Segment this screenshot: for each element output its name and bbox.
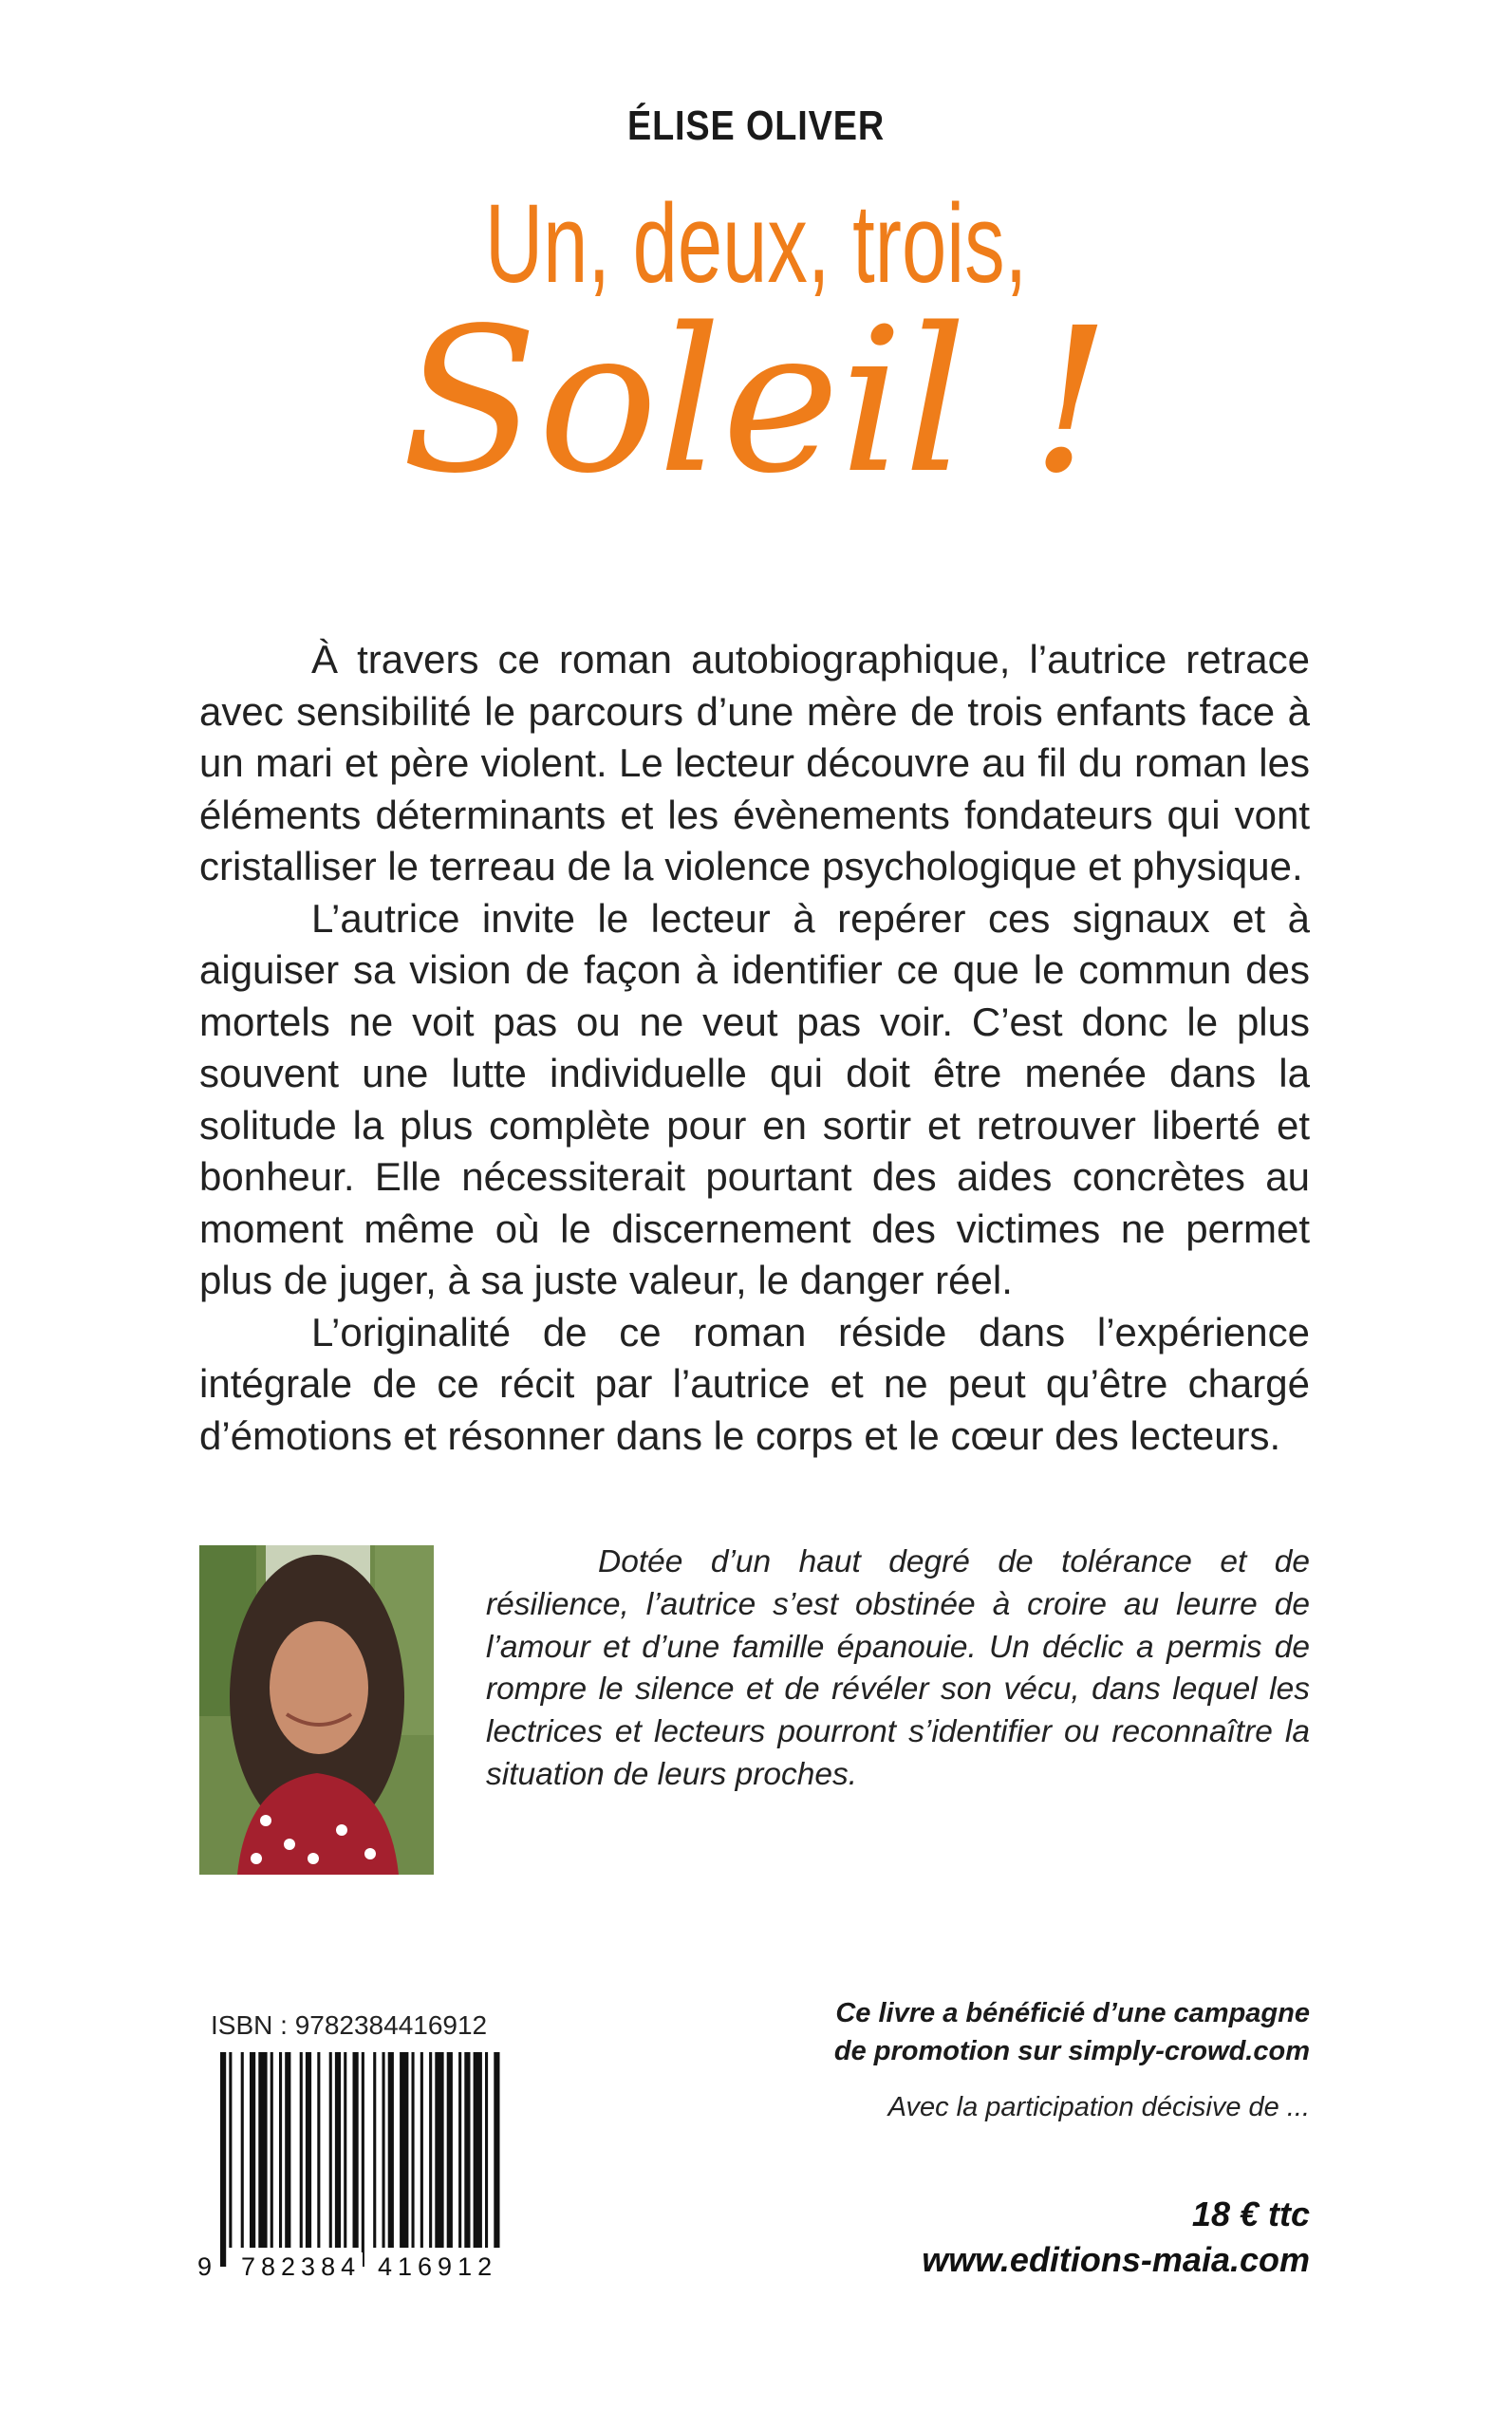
- barcode-bar: [388, 2052, 394, 2248]
- barcode-bar: [317, 2052, 320, 2248]
- author-name: ÉLISE OLIVER: [626, 103, 886, 149]
- price: 18 € ttc: [1191, 2195, 1310, 2233]
- summary-paragraph: À travers ce roman autobiographique, l’autrice retrace avec sensibilité le parcours d’une mère de trois enfants face à un mari et père violent. Le lecteur découvre au fil du roman les éléments déterminants et les évènements fondateurs qui vont cristalliser le terreau de la violence psychologique et physique.: [199, 637, 1310, 888]
- promo-note: [834, 1994, 1310, 2070]
- promo-line2: de promotion sur simply-crowd.com: [833, 2036, 1310, 2066]
- isbn-label: ISBN : 9782384416912: [211, 2010, 488, 2040]
- barcode-bar: [229, 2052, 232, 2248]
- book-title-line2: Soleil !: [401, 285, 1111, 517]
- isbn-barcode: [220, 2052, 501, 2267]
- barcode-bar: [362, 2052, 364, 2267]
- summary-paragraph: L’autrice invite le lecteur à repérer ces signaux et à aiguiser sa vision de façon à identifier ce que le commun des mortels ne voit pas ou ne veut pas voir. C’est donc le plus souvent une lutte individuelle qui doit être menée dans la solitude la plus complète pour en sortir et retrouver liberté et bonheur. Elle nécessiterait pourtant des aides concrètes au moment même où le discernement des victimes ne permet plus de juger, à sa juste valeur, le danger réel.: [199, 895, 1310, 1302]
- barcode-bar: [429, 2052, 432, 2248]
- barcode-bar: [383, 2052, 385, 2248]
- barcode-bar: [458, 2052, 461, 2248]
- barcode-bar: [400, 2052, 408, 2248]
- bio-paragraph: Dotée d’un haut degré de tolérance et de résilience, l’autrice s’est obstinée à croire au leurre de l’amour et d’une famille épanouie. Un déclic a permis de rompre le silence et de révéler son vécu, dans lequel les lectrices et lecteurs pourront s’identifier ou reconnaître la situation de leurs proches.: [486, 1544, 1310, 1792]
- barcode-bar: [464, 2052, 470, 2248]
- barcode-bar: [300, 2052, 303, 2248]
- barcode-bar: [373, 2052, 376, 2248]
- barcode-bar: [447, 2052, 453, 2248]
- promo-line1: Ce livre a bénéficié d’une campagne: [835, 1998, 1310, 2028]
- barcode-bar: [335, 2052, 341, 2248]
- book-title-line1: Un, deux, trois,: [484, 181, 1028, 307]
- barcode-bar: [420, 2052, 423, 2248]
- barcode-bar: [474, 2052, 482, 2248]
- author-photo: [199, 1545, 434, 1875]
- barcode-bar: [271, 2052, 273, 2248]
- barcode-digits-right: 416912: [378, 2252, 498, 2281]
- summary-paragraph: L’originalité de ce roman réside dans l’expérience intégrale de ce récit par l’autrice et ne peut qu’être chargé d’émotions et résonner dans le corps et le cœur des lecteurs.: [199, 1309, 1310, 1458]
- barcode-bar: [435, 2052, 443, 2248]
- barcode-bar: [344, 2052, 346, 2248]
- barcode-bar: [485, 2052, 488, 2248]
- barcode-digit-first: 9: [197, 2252, 213, 2281]
- barcode-bar: [250, 2052, 255, 2248]
- barcode-bars: [220, 2052, 501, 2267]
- author-bio: [486, 1541, 1310, 1797]
- barcode-bar: [412, 2052, 415, 2248]
- participation-note: Avec la participation décisive de ...: [887, 2092, 1310, 2122]
- barcode-bar: [258, 2052, 267, 2248]
- barcode-bar: [279, 2052, 282, 2248]
- barcode-digits-left: 782384: [241, 2252, 362, 2281]
- barcode-bar: [353, 2052, 359, 2248]
- barcode-bar: [494, 2052, 499, 2248]
- publisher-website: www.editions-maia.com: [922, 2240, 1310, 2279]
- barcode-bar: [220, 2052, 226, 2267]
- book-summary: [199, 634, 1310, 1462]
- barcode-bar: [241, 2052, 244, 2248]
- barcode-bar: [329, 2052, 332, 2248]
- barcode-bar: [306, 2052, 311, 2248]
- barcode-bar: [285, 2052, 290, 2248]
